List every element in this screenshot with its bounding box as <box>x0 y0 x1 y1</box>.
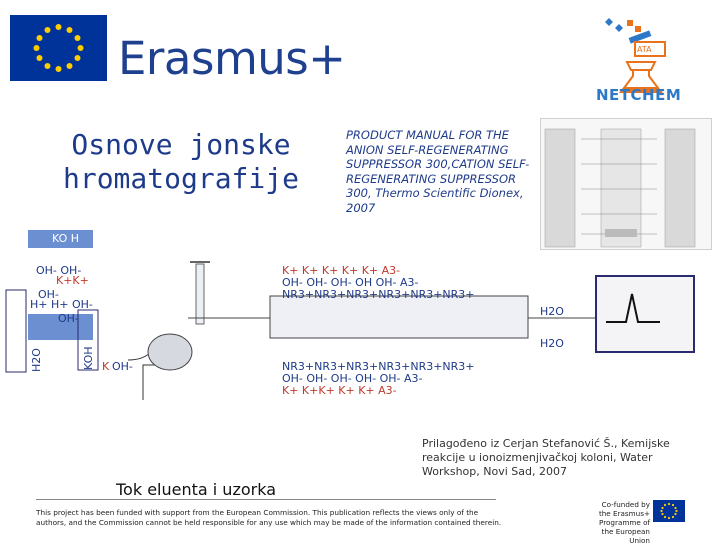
koh-label-fragment: KO H <box>52 232 80 245</box>
left-mid-oh: OH- <box>38 288 59 301</box>
ion-chromatography-diagram <box>0 230 720 420</box>
upper-row-1: K+ K+ K+ K+ K+ A3- <box>282 264 401 277</box>
left-bottom-oh: OH- OH- <box>36 264 82 277</box>
h2o-top: H2O <box>540 305 564 318</box>
source-credit: Prilagođeno iz Cerjan Stefanović Š., Kemijske reakcije u ionoizmenjivačkoj koloni, Water Workshop, Novi Sad, 2007 <box>422 437 670 478</box>
column-oh: OH- <box>58 312 79 325</box>
lower-row-3: K+ K+K+ K+ K+ A3- <box>282 384 397 397</box>
erasmus-brand-text: Erasmus+ <box>118 32 346 85</box>
footer-divider <box>36 499 496 500</box>
koh-vertical-label: KOH <box>82 346 95 370</box>
left-bottom-k: K+K+ <box>56 274 89 287</box>
pump <box>148 334 192 370</box>
left-bottom-oh-ion: OH- <box>112 360 133 373</box>
slide-title: Osnove jonske hromatografije <box>62 128 299 195</box>
h2o-bottom: H2O <box>540 337 564 350</box>
reference-citation: PRODUCT MANUAL FOR THE ANION SELF-REGENERATING SUPPRESSOR 300,CATION SELF-REGENERATING SUPPRESSOR 300, Thermo Scientific Dionex, 2007 <box>346 128 530 215</box>
water-reservoir <box>6 290 26 372</box>
upper-row-2: OH- OH- OH- OH OH- A3- <box>282 276 419 289</box>
eu-small-stars-icon <box>653 500 685 522</box>
injector-syringe <box>196 264 204 324</box>
cofunded-label: Co-funded by the Erasmus+ Programme of the European Union <box>598 500 650 545</box>
diagram-caption: Tok eluenta i uzorka <box>116 480 276 499</box>
left-mid-h: H+ H+ OH- <box>30 298 93 311</box>
eu-flag-logo <box>10 15 107 81</box>
eu-small-flag-logo <box>653 500 685 522</box>
svg-text:ATA: ATA <box>637 45 652 54</box>
upper-row-3: NR3+NR3+NR3+NR3+NR3+NR3+ <box>282 288 475 301</box>
netchem-logo-label: NETCHEM <box>596 86 682 104</box>
left-bottom-k-ion: K <box>102 360 110 373</box>
detector <box>596 276 694 352</box>
separation-column <box>270 296 528 338</box>
lower-row-2: OH- OH- OH- OH- OH- A3- <box>282 372 423 385</box>
eu-stars-icon <box>10 15 107 81</box>
funding-disclaimer: This project has been funded with support from the European Commission. This publication reflects the views only of the authors, and the Commission cannot be held responsible for any use which may be made of the information contained therein. <box>36 508 502 527</box>
lower-row-1: NR3+NR3+NR3+NR3+NR3+NR3+ <box>282 360 475 373</box>
water-vertical-label: H2O <box>30 348 43 372</box>
